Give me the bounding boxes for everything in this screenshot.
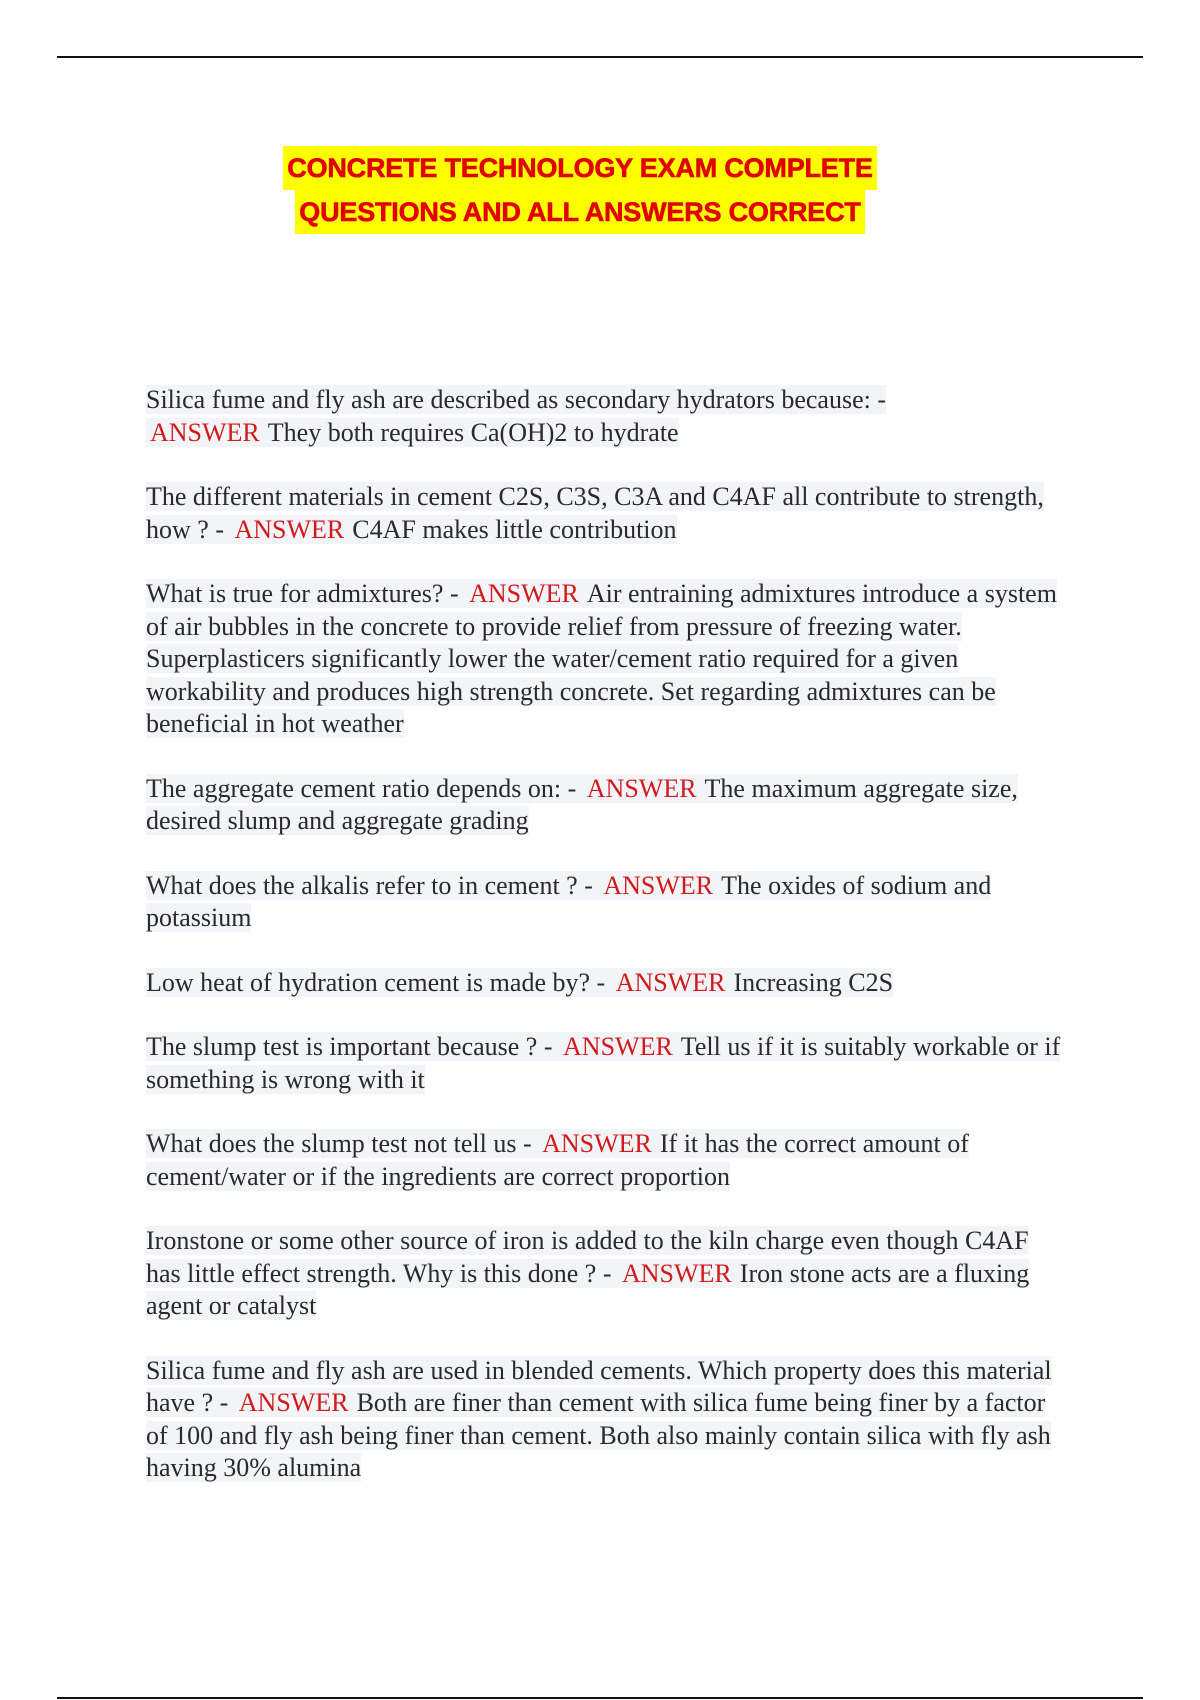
- qa-item: [146, 384, 1066, 449]
- title-line-1: CONCRETE TECHNOLOGY EXAM COMPLETE: [283, 146, 876, 190]
- answer-label: ANSWER: [622, 1258, 732, 1288]
- answer-text: They both requires Ca(OH)2 to hydrate: [267, 417, 679, 447]
- qa-item: [146, 1031, 1066, 1096]
- answer-text: Iron stone acts are a fluxing agent or catalyst: [146, 1258, 1030, 1320]
- bottom-rule: [57, 1697, 1143, 1699]
- qa-item: [146, 773, 1066, 838]
- answer-text: Both are finer than cement with silica fume being finer by a factor of 100 and fly ash being finer than cement. Both also mainly contain silica with fly ash having 30% alumina: [146, 1388, 1051, 1482]
- answer-text: Air entraining admixtures introduce a system of air bubbles in the concrete to provide relief from pressure of freezing water. Superplasticers significantly lower the water/cement ratio required for a given workability and produces high strength concrete. Set regarding admixtures can be beneficial in hot weather: [146, 579, 1057, 738]
- answer-text: If it has the correct amount of cement/water or if the ingredients are correct proportion: [146, 1129, 969, 1191]
- top-rule: [57, 56, 1143, 58]
- answer-label: ANSWER: [542, 1129, 652, 1158]
- answer-label: ANSWER: [234, 514, 345, 544]
- qa-item: [146, 578, 1066, 741]
- question-text: The slump test is important because ? -: [146, 1032, 553, 1061]
- document-title: [0, 146, 1160, 234]
- answer-label: ANSWER: [615, 967, 726, 997]
- question-text: What is true for admixtures? -: [146, 579, 459, 608]
- question-text: What does the slump test not tell us -: [146, 1129, 532, 1158]
- qa-list: [146, 384, 1066, 1517]
- qa-item: [146, 481, 1066, 546]
- answer-text: Tell us if it is suitably workable or if something is wrong with it: [146, 1032, 1061, 1094]
- qa-item: [146, 967, 1066, 1000]
- answer-label: ANSWER: [603, 870, 714, 900]
- answer-label: ANSWER: [150, 417, 260, 447]
- answer-label: ANSWER: [469, 579, 579, 608]
- question-text: Silica fume and fly ash are used in blended cements. Which property does this material have ? -: [146, 1355, 1052, 1417]
- answer-text: C4AF makes little contribution: [352, 514, 677, 544]
- question-text: Ironstone or some other source of iron is added to the kiln charge even though C4AF has little effect strength. Why is this done ? -: [146, 1226, 1029, 1288]
- answer-text: The oxides of sodium and potassium: [146, 870, 992, 932]
- qa-item: [146, 1355, 1066, 1485]
- answer-text: Increasing C2S: [733, 967, 894, 997]
- question-text: The different materials in cement C2S, C3S, C3A and C4AF all contribute to strength, how ? -: [146, 482, 1044, 544]
- question-text: Low heat of hydration cement is made by? -: [146, 967, 606, 997]
- question-text: Silica fume and fly ash are described as secondary hydrators because: -: [146, 385, 886, 414]
- answer-label: ANSWER: [238, 1388, 349, 1417]
- question-text: What does the alkalis refer to in cement ? -: [146, 870, 593, 900]
- answer-label: ANSWER: [586, 773, 697, 803]
- answer-label: ANSWER: [563, 1032, 673, 1061]
- qa-item: [146, 1128, 1066, 1193]
- qa-item: [146, 870, 1066, 935]
- question-text: The aggregate cement ratio depends on: -: [146, 773, 577, 803]
- title-line-2: QUESTIONS AND ALL ANSWERS CORRECT: [295, 190, 864, 234]
- answer-text: The maximum aggregate size, desired slump and aggregate grading: [146, 773, 1018, 835]
- qa-item: [146, 1225, 1066, 1323]
